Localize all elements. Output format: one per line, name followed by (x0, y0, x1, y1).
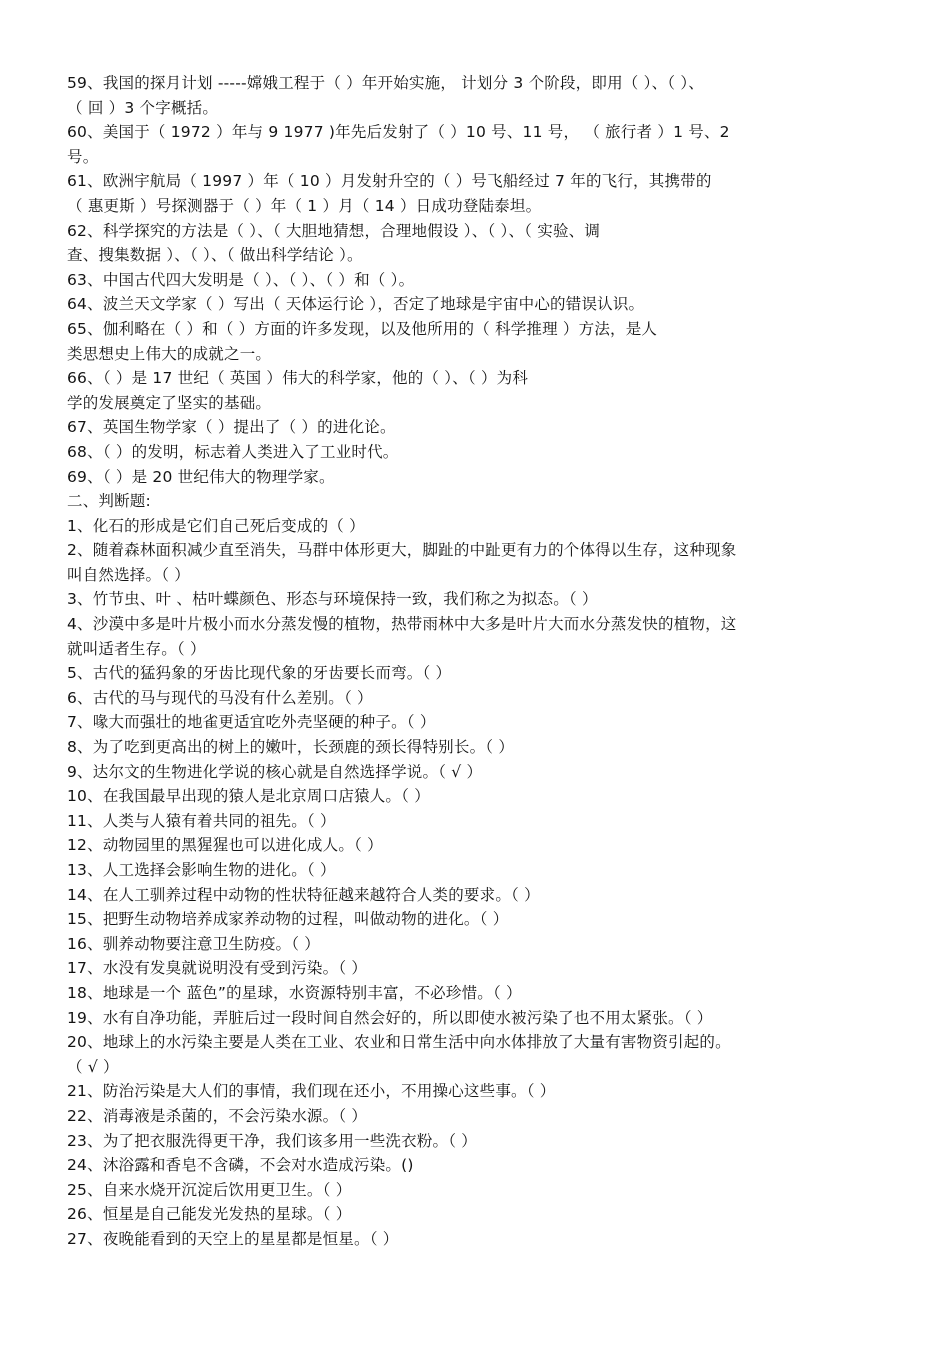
worksheet (67, 71, 887, 1252)
judgment-line: 就叫适者生存。（ ） (67, 639, 206, 658)
judgment-line: 1、化石的形成是它们自己死后变成的（ ） (67, 516, 365, 535)
question-line: 号。 (67, 147, 99, 166)
judgment-line: （ √ ） (67, 1057, 119, 1076)
question-line: 67、英国生物学家（ ）提出了（ ）的进化论。 (67, 418, 396, 437)
judgment-line: 5、古代的猛犸象的牙齿比现代象的牙齿要长而弯。（ ） (67, 664, 452, 683)
judgment-line: 6、古代的马与现代的马没有什么差别。（ ） (67, 688, 373, 707)
question-line: 64、波兰天文学家（ ）写出（ 天体运行论 ），否定了地球是宇宙中心的错误认识。 (67, 295, 645, 314)
judgment-line: 25、自来水烧开沉淀后饮用更卫生。（ ） (67, 1180, 352, 1199)
judgment-line: 7、喙大而强壮的地雀更适宜吃外壳坚硬的种子。（ ） (67, 713, 436, 732)
judgment-line: 9、达尔文的生物进化学说的核心就是自然选择学说。（ √ ） (67, 762, 483, 781)
judgment-section (67, 514, 887, 1252)
judgment-line: 14、在人工驯养过程中动物的性状特征越来越符合人类的要求。（ ） (67, 885, 540, 904)
judgment-line: 4、沙漠中多是叶片极小而水分蒸发慢的植物，热带雨林中大多是叶片大而水分蒸发快的植物，这 (67, 615, 737, 634)
judgment-line: 26、恒星是自己能发光发热的星球。（ ） (67, 1205, 352, 1224)
judgment-line: 2、随着森林面积减少直至消失，马群中体形更大，脚趾的中趾更有力的个体得以生存，这种现象 (67, 541, 737, 560)
question-line: 61、欧洲宇航局（ 1997 ）年（ 10 ）月发射升空的（ ）号飞船经过 7 年的飞行，其携带的 (67, 172, 712, 191)
question-line: 65、伽利略在（ ）和（ ）方面的许多发现，以及他所用的（ 科学推理 ）方法，是人 (67, 319, 658, 338)
question-line: 60、美国于（ 1972 ）年与 9 1977 )年先后发射了（ ）10 号、11 号， （ 旅行者 ）1 号、2 (67, 123, 730, 142)
judgment-line: 23、为了把衣服洗得更干净，我们该多用一些洗衣粉。（ ） (67, 1131, 478, 1150)
judgment-line: 13、人工选择会影响生物的进化。（ ） (67, 861, 336, 879)
judgment-line: 叫自然选择。（ ） (67, 565, 190, 584)
judgment-line: 12、动物园里的黑猩猩也可以进化成人。（ ） (67, 836, 383, 855)
judgment-line: 15、把野生动物培养成家养动物的过程，叫做动物的进化。（ ） (67, 910, 509, 929)
question-line: 68、（ ）的发明，标志着人类进入了工业时代。 (67, 442, 399, 461)
judgment-line: 21、防治污染是大人们的事情，我们现在还小，不用操心这些事。（ ） (67, 1082, 556, 1101)
judgment-line: 3、竹节虫、叶 、枯叶蝶颜色、形态与环境保持一致，我们称之为拟态。（ ） (67, 590, 598, 609)
question-line: 69、（ ）是 20 世纪伟大的物理学家。 (67, 467, 335, 486)
question-line: （ 惠更斯 ）号探测器于（ ）年（ 1 ）月（ 14 ）日成功登陆泰坦。 (67, 196, 542, 215)
judgment-line: 18、地球是一个 蓝色”的星球，水资源特别丰富，不必珍惜。（ ） (67, 983, 522, 1002)
judgment-line: 17、水没有发臭就说明没有受到污染。（ ） (67, 959, 368, 978)
question-line: （ 回 ）3 个字概括。 (67, 98, 219, 117)
judgment-line: 16、驯养动物要注意卫生防疫。（ ） (67, 934, 321, 953)
question-line: 类思想史上伟大的成就之一。 (67, 344, 272, 363)
judgment-line: 22、消毒液是杀菌的，不会污染水源。（ ） (67, 1106, 368, 1125)
section-heading-judgment: 二、判断题: (67, 492, 151, 511)
question-line: 66、（ ）是 17 世纪（ 英国 ）伟大的科学家，他的（ ）、（ ）为科 (67, 369, 529, 388)
judgment-line: 11、人类与人猿有着共同的祖先。（ ） (67, 811, 336, 830)
judgment-line: 8、为了吃到更高出的树上的嫩叶，长颈鹿的颈长得特别长。（ ） (67, 738, 515, 757)
judgment-line: 10、在我国最早出现的猿人是北京周口店猿人。（ ） (67, 787, 430, 806)
question-line: 62、科学探究的方法是（ ）、（ 大胆地猜想，合理地假设 ）、（ ）、（ 实验、调 (67, 221, 601, 240)
fill-in-blank-section (67, 71, 887, 489)
judgment-line: 20、地球上的水污染主要是人类在工业、农业和日常生活中向水体排放了大量有害物资引起的。 (67, 1033, 731, 1052)
judgment-line: 27、夜晚能看到的天空上的星星都是恒星。（ ） (67, 1229, 399, 1248)
judgment-line: 24、沐浴露和香皂不含磷，不会对水造成污染。() (67, 1156, 414, 1175)
question-line: 59、我国的探月计划 -----嫦娥工程于（ ）年开始实施， 计划分 3 个阶段，即用（ ）、（ ）、 (67, 74, 704, 92)
question-line: 学的发展奠定了坚实的基础。 (67, 393, 272, 412)
question-line: 63、中国古代四大发明是（ ）、（ ）、（ ）和（ ）。 (67, 270, 415, 289)
question-line: 查、搜集数据 ）、（ ）、（ 做出科学结论 ）。 (67, 246, 363, 265)
judgment-line: 19、水有自净功能，弄脏后过一段时间自然会好的，所以即使水被污染了也不用太紧张。（ ） (67, 1008, 713, 1027)
